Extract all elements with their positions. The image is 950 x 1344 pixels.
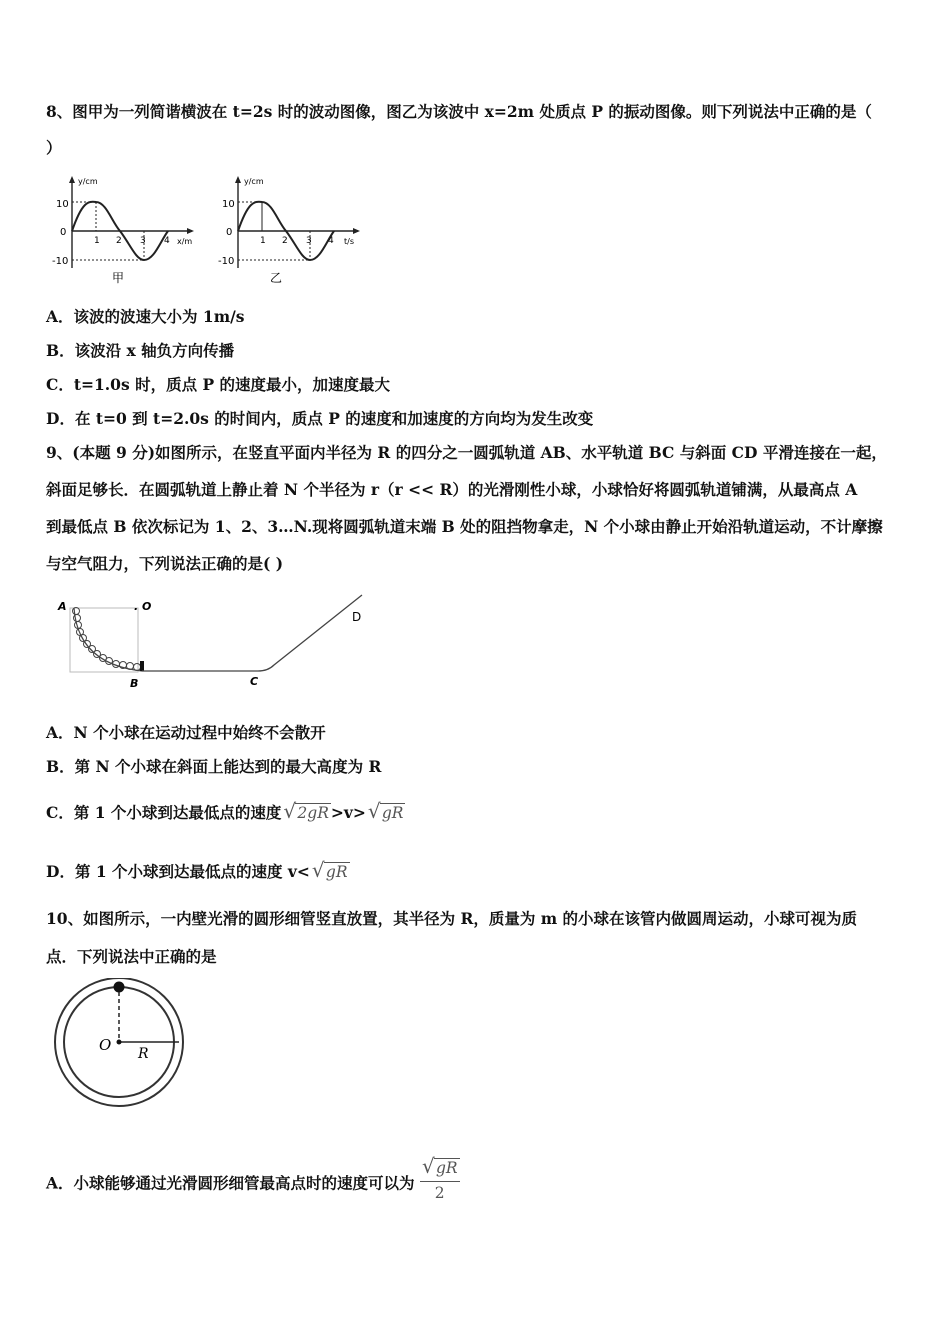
q10-option-a-numerator: √ gR: [421, 1154, 458, 1178]
q8-left-ytop: 10: [56, 199, 69, 210]
q8-option-b: B．该波沿 x 轴负方向传播: [46, 341, 235, 360]
q8-left-caption: 甲: [112, 271, 125, 285]
q8-left-ybottom: -10: [52, 256, 69, 267]
q9-label-c: C: [250, 675, 259, 688]
q10-option-a-text: A．小球能够通过光滑圆形细管最高点时的速度可以为: [46, 1173, 415, 1193]
q9-label-a: A: [58, 600, 67, 613]
q10-label-o: O: [99, 1036, 112, 1054]
q10-option-a: [46, 1154, 460, 1208]
q8-left-tick-4: 4: [164, 236, 170, 246]
q9-stem-line3: 到最低点 B 依次标记为 1、2、3…N.现将圆弧轨道末端 B 处的阻挡物拿走，N 个小球由静止开始沿轨道运动，不计摩擦: [46, 517, 883, 536]
q9-stem-line4: 与空气阻力，下列说法正确的是( ): [46, 554, 284, 573]
q8-right-ybottom: -10: [218, 256, 235, 267]
q8-right-caption: 乙: [270, 271, 283, 285]
q8-right-tick-3: 3: [306, 236, 312, 246]
q8-option-c: C．t=1.0s 时，质点 P 的速度最小，加速度最大: [46, 375, 391, 394]
q8-right-tick-1: 1: [260, 236, 266, 246]
q10-label-r: R: [138, 1046, 149, 1062]
q9-option-a: A．N 个小球在运动过程中始终不会散开: [46, 723, 326, 742]
q8-left-tick-3: 3: [140, 236, 146, 246]
q9-label-o: . O: [134, 600, 152, 613]
q8-stem-line1: 8、图甲为一列简谐横波在 t=2s 时的波动图像，图乙为该波中 x=2m 处质点 P 的振动图像。则下列说法中正确的是（: [46, 102, 872, 121]
q9-option-d: [46, 858, 350, 883]
q8-right-ytop: 10: [222, 199, 235, 210]
q10-option-a-denominator: 2: [420, 1181, 460, 1204]
q8-left-tick-1: 1: [94, 236, 100, 246]
q8-left-yzero: 0: [60, 227, 67, 238]
q9-option-c-sqrt-gr: √ gR: [367, 799, 404, 823]
q8-right-yaxis-label: y/cm: [244, 177, 264, 186]
q9-track-diagram: [52, 592, 372, 694]
q8-stem-line2: ）: [46, 138, 62, 157]
q9-option-c: [46, 799, 405, 824]
q10-option-a-fraction: [420, 1154, 460, 1204]
q8-right-tick-4: 4: [328, 236, 334, 246]
q9-option-c-sqrt-2gr: √ 2gR: [283, 799, 329, 823]
q9-label-b: B: [130, 677, 139, 690]
q8-option-a: A．该波的波速大小为 1m/s: [46, 307, 245, 326]
q8-left-tick-2: 2: [116, 236, 122, 246]
q8-wave-graph-left: [52, 172, 202, 287]
q9-option-d-text: D．第 1 个小球到达最低点的速度 v<: [46, 862, 310, 881]
q9-option-b: B．第 N 个小球在斜面上能达到的最大高度为 R: [46, 757, 382, 776]
q8-vibration-graph-right: [218, 172, 368, 287]
q9-option-c-text: C．第 1 个小球到达最低点的速度: [46, 803, 282, 822]
q9-label-d: D: [352, 610, 362, 624]
q10-circular-tube-diagram: [46, 978, 196, 1108]
q10-stem-line1: 10、如图所示，一内壁光滑的圆形细管竖直放置，其半径为 R，质量为 m 的小球在该管内做圆周运动，小球可视为质: [46, 909, 858, 928]
q10-stem-line2: 点．下列说法中正确的是: [46, 947, 217, 966]
q9-stem-line2: 斜面足够长．在圆弧轨道上静止着 N 个半径为 r（r << R）的光滑刚性小球，小球恰好将圆弧轨道铺满，从最高点 A: [46, 480, 858, 499]
q8-right-tick-2: 2: [282, 236, 288, 246]
q8-left-xaxis-label: x/m: [177, 237, 193, 246]
q8-right-xaxis-label: t/s: [344, 237, 354, 246]
q9-option-c-inequality: >v>: [330, 803, 366, 822]
q8-right-yzero: 0: [226, 227, 233, 238]
q9-stem-line1: 9、(本题 9 分)如图所示，在竖直平面内半径为 R 的四分之一圆弧轨道 AB、水平轨道 BC 与斜面 CD 平滑连接在一起，: [46, 443, 887, 462]
q8-left-yaxis-label: y/cm: [78, 177, 98, 186]
q9-option-d-sqrt-gr: √ gR: [311, 858, 348, 882]
q8-option-d: D．在 t=0 到 t=2.0s 的时间内，质点 P 的速度和加速度的方向均为发生改变: [46, 409, 594, 428]
